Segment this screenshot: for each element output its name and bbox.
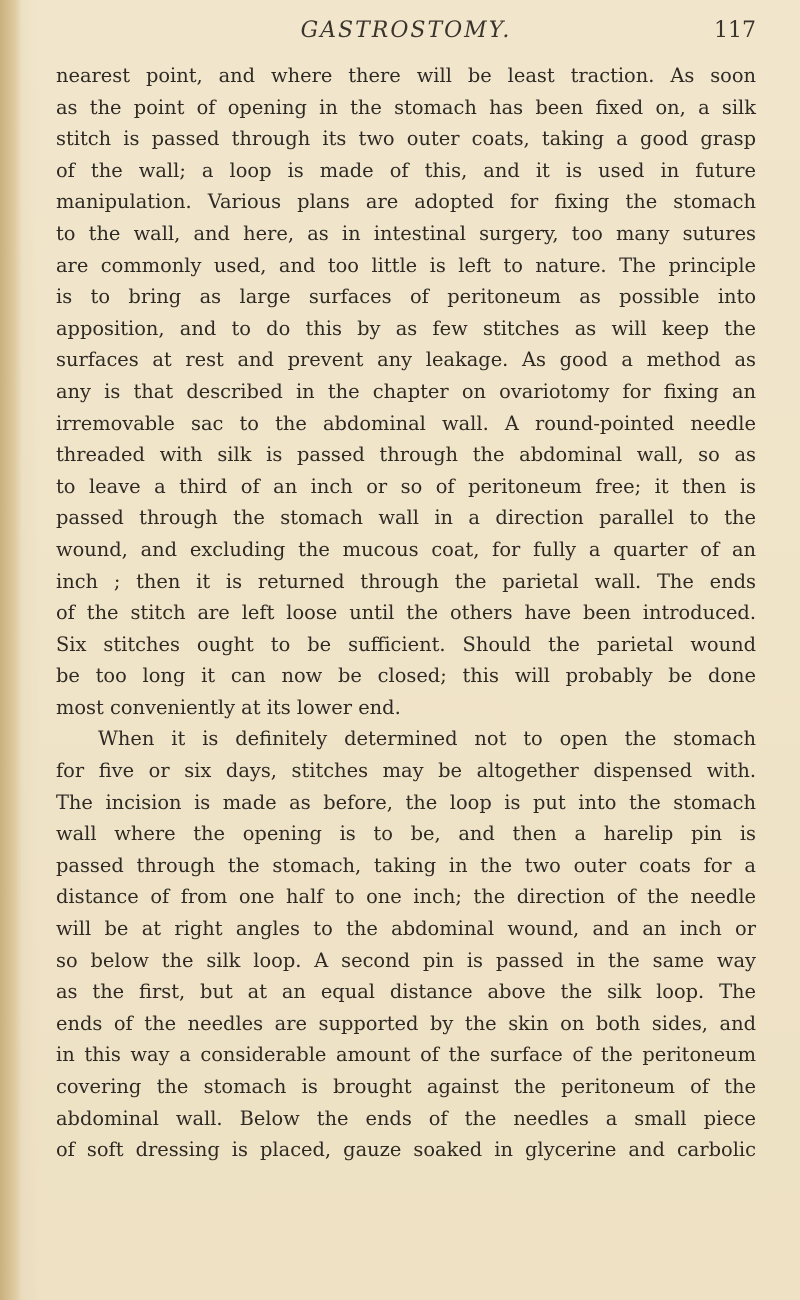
- text-line: for five or six days, stitches may be altogether dispensed with.: [56, 759, 756, 783]
- text-line: of soft dressing is placed, gauze soaked in glycerine and carbolic: [56, 1138, 756, 1162]
- text-line: of the wall; a loop is made of this, and it is used in future: [56, 158, 756, 182]
- text-line: The incision is made as before, the loop is put into the stomach: [56, 790, 756, 814]
- text-line: stitch is passed through its two outer coats, taking a good grasp: [56, 127, 756, 151]
- text-line: ends of the needles are supported by the skin on both sides, and: [56, 1011, 756, 1035]
- running-title: GASTROSTOMY.: [300, 18, 512, 43]
- text-line: is to bring as large surfaces of peritoneum as possible into: [56, 285, 756, 309]
- text-line: irremovable sac to the abdominal wall. A round-pointed needle: [56, 411, 756, 435]
- text-line: abdominal wall. Below the ends of the needles a small piece: [56, 1106, 756, 1130]
- text-line: nearest point, and where there will be least traction. As soon: [56, 64, 756, 87]
- body-text: [56, 60, 756, 1166]
- text-line: will be at right angles to the abdominal wound, and an inch or: [56, 917, 756, 941]
- text-line: Six stitches ought to be sufficient. Should the parietal wound: [56, 632, 756, 656]
- text-line: apposition, and to do this by as few stitches as will keep the: [56, 316, 756, 340]
- page-number: 117: [714, 18, 756, 43]
- text-line: distance of from one half to one inch; the direction of the needle: [56, 885, 756, 909]
- text-line: to leave a third of an inch or so of peritoneum free; it then is: [56, 474, 756, 498]
- text-line: so below the silk loop. A second pin is passed in the same way: [56, 948, 756, 972]
- text-line: any is that described in the chapter on ovariotomy for fixing an: [56, 379, 756, 403]
- text-line: as the first, but at an equal distance above the silk loop. The: [56, 980, 756, 1004]
- text-line: threaded with silk is passed through the abdominal wall, so as: [56, 443, 756, 467]
- text-line: passed through the stomach wall in a direction parallel to the: [56, 506, 756, 530]
- text-line: are commonly used, and too little is left to nature. The principle: [56, 253, 756, 277]
- text-line: surfaces at rest and prevent any leakage. As good a method as: [56, 348, 756, 372]
- page-gutter-shadow: [0, 0, 22, 1300]
- text-line: manipulation. Various plans are adopted for fixing the stomach: [56, 190, 756, 214]
- paragraph-end-line: most conveniently at its lower end.: [56, 695, 401, 719]
- text-line: wall where the opening is to be, and then a harelip pin is: [56, 822, 756, 846]
- text-line: in this way a considerable amount of the surface of the peritoneum: [56, 1043, 756, 1067]
- text-line: inch ; then it is returned through the parietal wall. The ends: [56, 569, 756, 593]
- text-line: covering the stomach is brought against the peritoneum of the: [56, 1075, 756, 1098]
- text-line: to the wall, and here, as in intestinal surgery, too many sutures: [56, 221, 756, 245]
- text-line: of the stitch are left loose until the others have been introduced.: [56, 601, 756, 625]
- text-line: wound, and excluding the mucous coat, for fully a quarter of an: [56, 537, 756, 561]
- page-header: [56, 14, 756, 54]
- text-line: be too long it can now be closed; this will probably be done: [56, 664, 756, 688]
- text-line: as the point of opening in the stomach has been fixed on, a silk: [56, 95, 756, 119]
- text-line: passed through the stomach, taking in the two outer coats for a: [56, 853, 756, 877]
- paragraph-start-line: When it is definitely determined not to open the stomach: [98, 727, 756, 751]
